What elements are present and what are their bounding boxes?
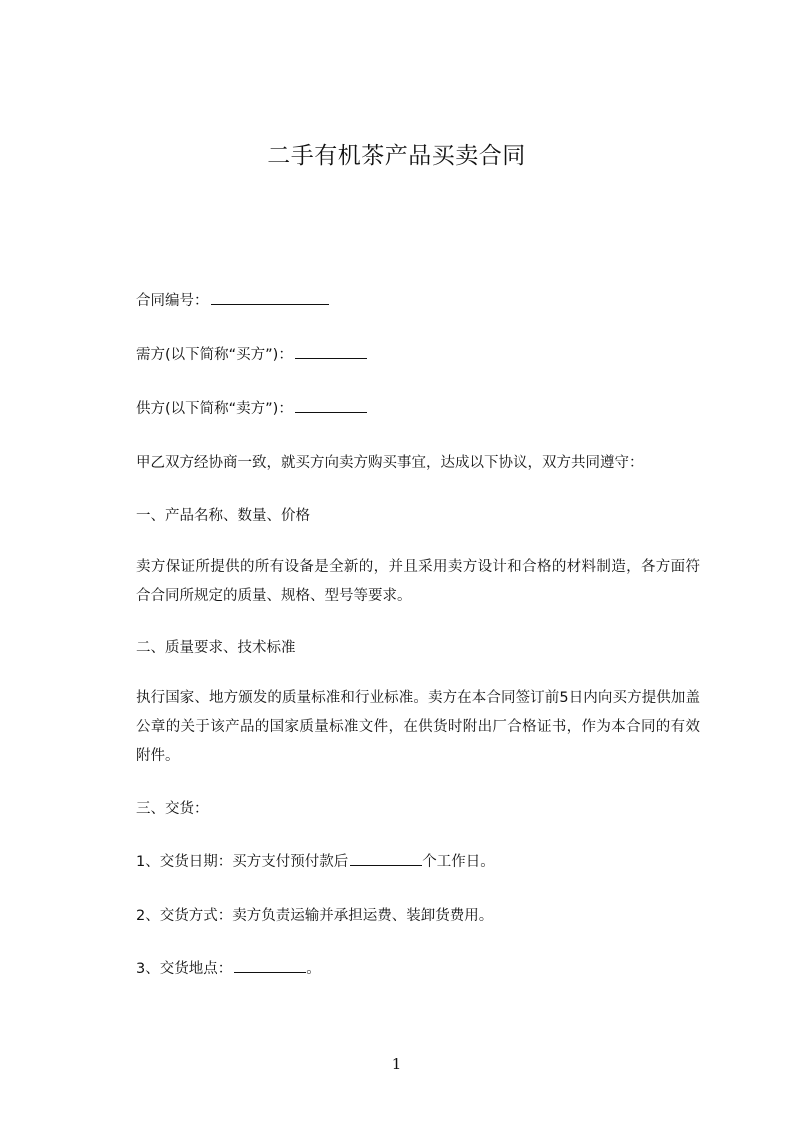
section3-heading: 三、交货： — [136, 801, 209, 817]
delivery-place-prefix: 3、交货地点： — [136, 961, 233, 977]
delivery-date-suffix: 个工作日。 — [422, 854, 495, 870]
section2-heading: 二、质量要求、技术标准 — [136, 640, 296, 656]
seller-blank — [295, 398, 367, 413]
contract-number-label: 合同编号： — [136, 293, 209, 309]
contract-number-line — [136, 290, 329, 312]
delivery-method-line: 2、交货方式：卖方负责运输并承担运费、装卸货费用。 — [136, 908, 494, 924]
buyer-blank — [295, 344, 367, 359]
seller-line — [136, 398, 367, 420]
delivery-place-blank — [234, 958, 306, 973]
buyer-label: 需方(以下简称“买方”)： — [136, 347, 293, 363]
delivery-place-line — [136, 958, 321, 980]
page-number: 1 — [391, 1055, 402, 1073]
section2-body — [104, 684, 700, 771]
section1-body — [104, 553, 700, 611]
delivery-date-line — [136, 851, 495, 873]
seller-label: 供方(以下简称“卖方”)： — [136, 401, 293, 417]
section2-body-text: 执行国家、地方颁发的质量标准和行业标准。卖方在本合同签订前5日内向买方提供加盖公章的关于该产品的国家质量标准文件，在供货时附出厂合格证书，作为本合同的有效附件。 — [136, 690, 700, 764]
delivery-date-blank — [350, 851, 422, 866]
buyer-line — [136, 344, 367, 366]
document-title: 二手有机茶产品买卖合同 — [267, 143, 526, 169]
intro-text: 甲乙双方经协商一致，就买方向卖方购买事宜，达成以下协议，双方共同遵守： — [136, 455, 644, 471]
section1-body-text: 卖方保证所提供的所有设备是全新的，并且采用卖方设计和合格的材料制造，各方面符合合同所规定的质量、规格、型号等要求。 — [136, 559, 700, 604]
delivery-place-suffix: 。 — [306, 961, 321, 977]
section1-heading: 一、产品名称、数量、价格 — [136, 508, 310, 524]
contract-number-blank — [211, 290, 329, 305]
delivery-date-prefix: 1、交货日期：买方支付预付款后 — [136, 854, 349, 870]
